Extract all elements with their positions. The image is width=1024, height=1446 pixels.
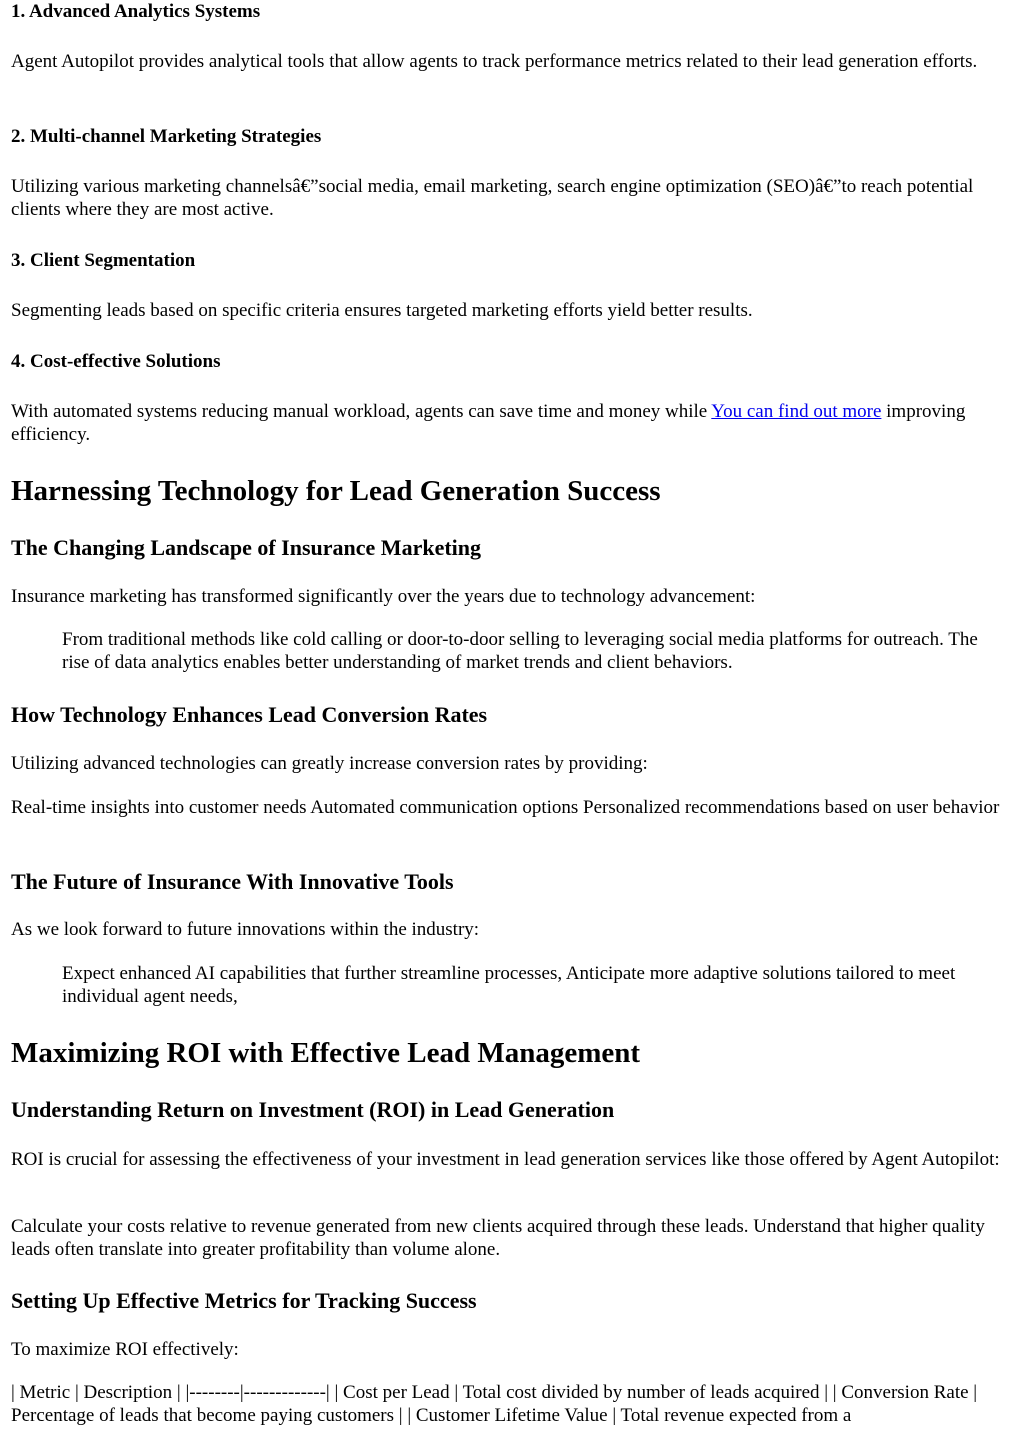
cost-text-before: With automated systems reducing manual workload, agents can save time and money while [11,401,712,422]
heading-understanding-roi: Understanding Return on Investment (ROI) in Lead Generation [11,1097,615,1122]
find-out-more-link[interactable]: You can find out more [711,401,882,422]
quote-future: Expect enhanced AI capabilities that further streamline processes, Anticipate more adaptive solutions tailored to meet individual agent needs, [62,963,956,1007]
paragraph-metrics-intro: To maximize ROI effectively: [11,1339,239,1360]
paragraph-roi-calculate: Calculate your costs relative to revenue generated from new clients acquired through these leads. Understand that higher quality leads often translate into greater profitability than volume alone. [11,1216,985,1260]
heading-effective-metrics: Setting Up Effective Metrics for Tracking Success [11,1288,477,1313]
paragraph-future-intro: As we look forward to future innovations within the industry: [11,919,480,940]
paragraph-cost-effective [11,400,1012,446]
paragraph-client-segmentation: Segmenting leads based on specific criteria ensures targeted marketing efforts yield better results. [11,300,753,321]
paragraph-landscape-intro: Insurance marketing has transformed significantly over the years due to technology advancement: [11,586,756,607]
heading-changing-landscape: The Changing Landscape of Insurance Marketing [11,535,482,560]
heading-future-insurance: The Future of Insurance With Innovative Tools [11,869,454,894]
paragraph-conversion-list: Real-time insights into customer needs Automated communication options Personalized recommendations based on user behavior [11,797,1000,818]
paragraph-metrics-table-text: | Metric | Description | |--------|-------------| | Cost per Lead | Total cost divided by number of leads acquired | | Conversion Rate | Percentage of leads that become paying customers | | Customer Lifetime Value | Total revenue expected from a [11,1382,978,1426]
heading-advanced-analytics: 1. Advanced Analytics Systems [11,1,261,22]
quote-landscape: From traditional methods like cold calling or door-to-door selling to leveraging social media platforms for outreach. The rise of data analytics enables better understanding of market trends and client behaviors. [62,629,978,673]
heading-cost-effective: 4. Cost-effective Solutions [11,351,221,372]
paragraph-conversion-intro: Utilizing advanced technologies can greatly increase conversion rates by providing: [11,753,648,774]
heading-multichannel: 2. Multi-channel Marketing Strategies [11,126,322,147]
paragraph-roi-intro: ROI is crucial for assessing the effectiveness of your investment in lead generation services like those offered by Agent Autopilot: [11,1149,1000,1170]
heading-client-segmentation: 3. Client Segmentation [11,250,196,271]
heading-maximizing-roi: Maximizing ROI with Effective Lead Management [11,1037,641,1069]
heading-conversion-rates: How Technology Enhances Lead Conversion Rates [11,702,488,727]
heading-harnessing-technology: Harnessing Technology for Lead Generation Success [11,475,661,507]
cost-text-after: improving efficiency. [11,401,966,445]
paragraph-advanced-analytics: Agent Autopilot provides analytical tools that allow agents to track performance metrics related to their lead generation efforts. [11,51,978,72]
paragraph-multichannel: Utilizing various marketing channelsâ€”social media, email marketing, search engine optimization (SEO)â€”to reach potential clients where they are most active. [11,176,974,220]
